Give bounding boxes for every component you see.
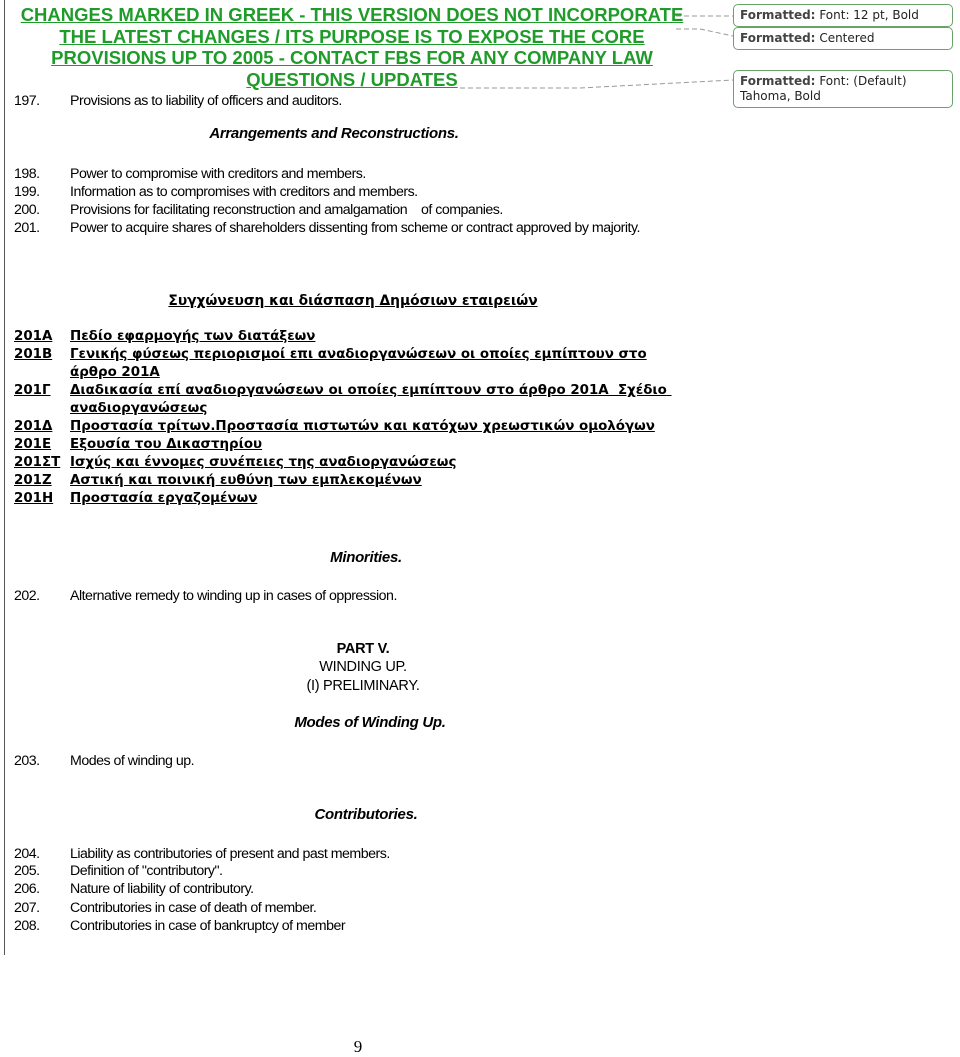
page-number: 9	[353, 1037, 363, 1056]
item-text: Contributories in case of death of member.	[70, 900, 317, 916]
item-number: 201Δ	[14, 419, 53, 434]
page-margin-line	[4, 0, 5, 955]
item-text: Προστασία τρίτων.Προστασία πιστωτών και κατόχων χρεωστικών ομολόγων	[70, 419, 655, 434]
banner-line: CHANGES MARKED IN GREEK - THIS VERSION DOES NOT INCORPORATE	[20, 4, 684, 25]
item-number: 204.	[14, 846, 40, 862]
section-heading: Modes of Winding Up.	[294, 714, 446, 731]
balloon-text: Font: (Default) Tahoma, Bold	[740, 74, 907, 103]
item-text: Definition of "contributory".	[70, 863, 223, 879]
balloon-text: Centered	[819, 31, 875, 45]
item-number: 205.	[14, 863, 40, 879]
greek-item	[14, 472, 694, 490]
balloon-text: Font: 12 pt, Bold	[819, 8, 919, 22]
item-number: 201Γ	[14, 383, 51, 398]
formatting-balloon[interactable]	[733, 4, 953, 27]
item-number: 201Β	[14, 347, 53, 362]
part-title: PART V.	[336, 641, 390, 657]
item-text: Provisions for facilitating reconstruction and amalgamation of companies.	[70, 202, 503, 218]
item-text: Power to acquire shares of shareholders dissenting from scheme or contract approved by majority.	[70, 220, 640, 236]
item-text: Modes of winding up.	[70, 753, 195, 769]
greek-item	[14, 436, 694, 454]
item-number: 201ΣΤ	[14, 455, 61, 470]
item-text: Ισχύς και έννομες συνέπειες της αναδιοργανώσεως	[70, 455, 457, 470]
item-number: 208.	[14, 918, 40, 934]
formatting-balloon[interactable]	[733, 27, 953, 50]
item-text: Εξουσία του Δικαστηρίου	[70, 437, 263, 452]
change-notice-banner	[14, 4, 690, 90]
item-text: Alternative remedy to winding up in cases of oppression.	[70, 588, 397, 604]
item-number: 200.	[14, 202, 40, 218]
item-number: 201Ε	[14, 437, 52, 452]
greek-item	[14, 382, 694, 418]
balloon-label: Formatted:	[740, 31, 816, 45]
item-text: Πεδίο εφαρμογής των διατάξεων	[70, 329, 316, 344]
part-subtitle: WINDING UP.	[319, 659, 407, 675]
banner-line: QUESTIONS / UPDATES	[246, 68, 458, 90]
item-number: 201Η	[14, 491, 54, 506]
greek-item	[14, 328, 694, 346]
item-number: 203.	[14, 753, 40, 769]
item-number: 202.	[14, 588, 40, 604]
item-text: Liability as contributories of present and past members.	[70, 846, 390, 862]
greek-item-list	[14, 328, 694, 508]
item-number: 197.	[14, 93, 40, 109]
item-number: 207.	[14, 900, 40, 916]
part-subsection: (I) PRELIMINARY.	[306, 678, 420, 694]
item-number: 201.	[14, 220, 40, 236]
greek-item	[14, 418, 694, 436]
item-text: Contributories in case of bankruptcy of member	[70, 918, 346, 934]
greek-section-heading: Συγχώνευση και διάσπαση Δημόσιων εταιρειών	[168, 293, 538, 309]
section-heading: Minorities.	[330, 549, 402, 566]
balloon-label: Formatted:	[740, 74, 816, 88]
greek-item	[14, 490, 694, 508]
item-number: 199.	[14, 184, 40, 200]
greek-item	[14, 346, 694, 382]
item-text: Nature of liability of contributory.	[70, 881, 254, 897]
greek-item	[14, 454, 694, 472]
item-text: Power to compromise with creditors and members.	[70, 166, 366, 182]
item-number: 198.	[14, 166, 40, 182]
item-text: Αστική και ποινική ευθύνη των εμπλεκομένων	[70, 473, 422, 488]
balloon-label: Formatted:	[740, 8, 816, 22]
item-number: 201Α	[14, 329, 53, 344]
item-number: 201Ζ	[14, 473, 52, 488]
item-text: Διαδικασία επί αναδιοργανώσεων οι οποίες εμπίπτουν στο άρθρο 201Α Σχέδιο αναδιοργανώσεως	[70, 383, 672, 416]
banner-line: THE LATEST CHANGES / ITS PURPOSE IS TO EXPOSE THE CORE	[59, 25, 645, 47]
item-text: Γενικής φύσεως περιορισμοί επι αναδιοργανώσεων οι οποίες εμπίπτουν στο άρθρο 201Α	[70, 347, 647, 380]
item-text: Προστασία εργαζομένων	[70, 491, 258, 506]
banner-line: PROVISIONS UP TO 2005 - CONTACT FBS FOR ANY COMPANY LAW	[51, 47, 653, 68]
item-text: Information as to compromises with creditors and members.	[70, 184, 418, 200]
section-heading: Arrangements and Reconstructions.	[209, 125, 459, 142]
formatting-balloon[interactable]	[733, 70, 953, 108]
section-heading: Contributories.	[314, 806, 418, 823]
item-number: 206.	[14, 881, 40, 897]
item-text: Provisions as to liability of officers and auditors.	[70, 93, 342, 109]
